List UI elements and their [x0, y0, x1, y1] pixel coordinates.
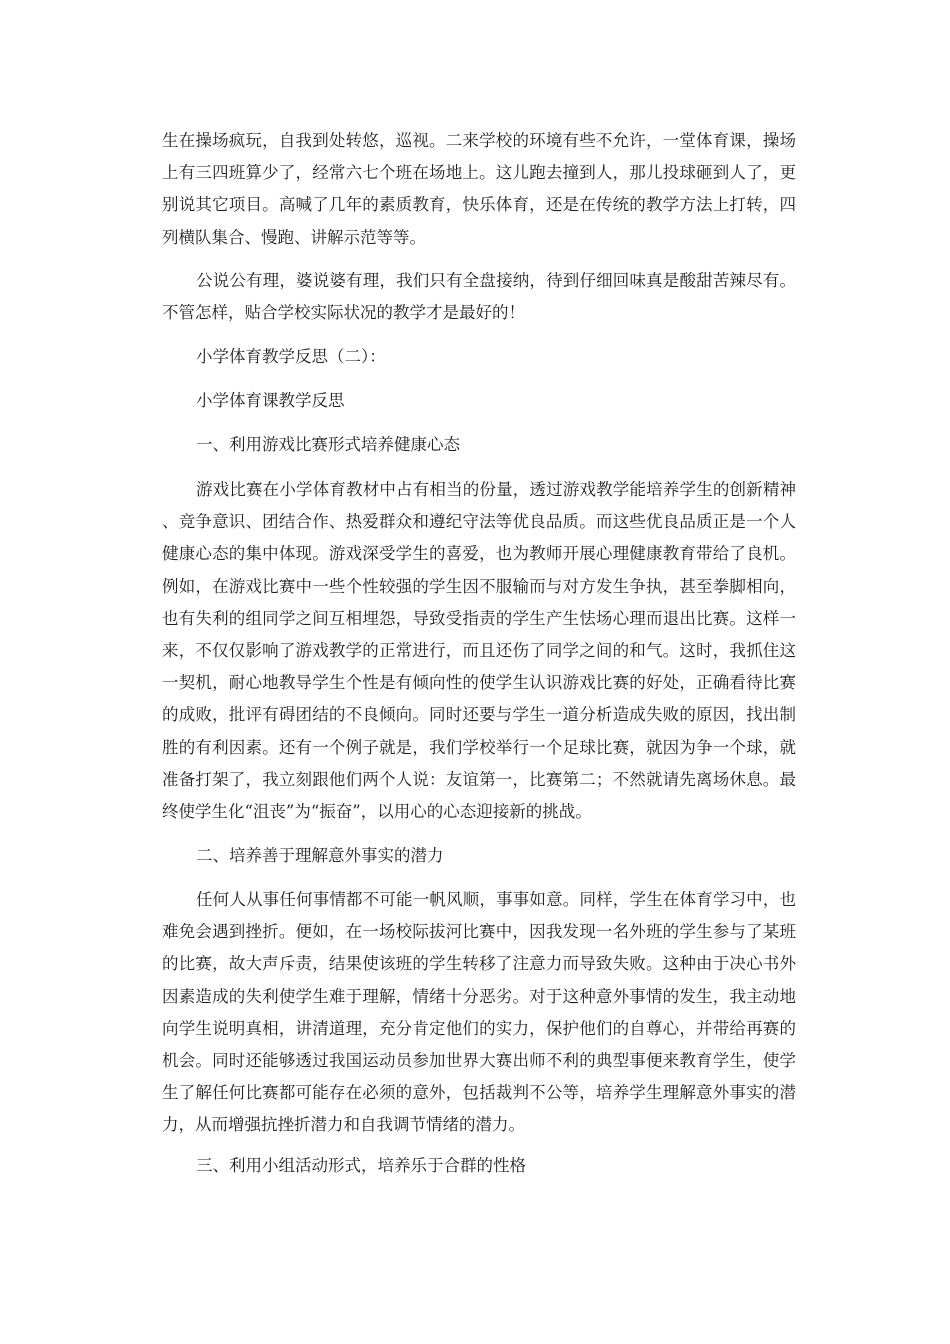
part-two-heading: 小学体育教学反思（二）：: [196, 347, 386, 366]
section-3-heading: 三、利用小组活动形式，培养乐于合群的性格: [196, 1156, 526, 1175]
section-1-heading: 一、利用游戏比赛形式培养健康心态: [196, 435, 460, 454]
section-1-paragraph: 游戏比赛在小学体育教材中占有相当的份量，透过游戏教学能培养学生的创新精神、竞争意识、团结合作、热爱群众和遵纪守法等优良品质。而这些优良品质正是一个人健康心态的集中体现。游戏深受学生的喜爱，也为教师开展心理健康教育带给了良机。例如，在游戏比赛中一些个性较强的学生因不服输而与对方发生争执，甚至拳脚相向，也有失利的组同学之间互相埋怨，导致受指责的学生产生怯场心理而退出比赛。这样一来，不仅仅影响了游戏教学的正常进行，而且还伤了同学之间的和气。这时，我抓住这一契机，耐心地教导学生个性是有倾向性的使学生认识游戏比赛的好处，正确看待比赛的成败，批评有碍团结的不良倾向。同时还要与学生一道分析造成失败的原因，找出制胜的有利因素。还有一个例子就是，我们学校举行一个足球比赛，就因为争一个球，就准备打架了，我立刻跟他们两个人说：友谊第一，比赛第二；不然就请先离场休息。最终使学生化“沮丧”为“振奋”，以用心的心态迎接新的挑战。: [162, 480, 796, 822]
paragraph-summary: 公说公有理，婆说婆有理，我们只有全盘接纳，待到仔细回味真是酸甜苦辣尽有。不管怎样，贴合学校实际状况的教学才是最好的！: [162, 271, 796, 323]
section-2-heading: 二、培养善于理解意外事实的潜力: [196, 846, 444, 865]
section-2-paragraph: 任何人从事任何事情都不可能一帆风顺，事事如意。同样，学生在体育学习中，也难免会遇到挫折。便如，在一场校际拔河比赛中，因我发现一名外班的学生参与了某班的比赛，故大声斥责，结果使该班的学生转移了注意力而导致失败。这种由于决心书外因素造成的失利使学生难于理解，情绪十分恶劣。对于这种意外事情的发生，我主动地向学生说明真相，讲清道理，充分肯定他们的实力，保护他们的自尊心，并带给再赛的机会。同时还能够透过我国运动员参加世界大赛出师不利的典型事便来教育学生，使学生了解任何比赛都可能存在必须的意外，包括裁判不公等，培养学生理解意外事实的潜力，从而增强抗挫折潜力和自我调节情绪的潜力。: [162, 890, 796, 1135]
article-title: 小学体育课教学反思: [196, 391, 345, 410]
paragraph-continued: 生在操场疯玩，自我到处转悠，巡视。二来学校的环境有些不允许，一堂体育课，操场上有三四班算少了，经常六七个班在场地上。这儿跑去撞到人，那儿投球砸到人了，更别说其它项目。高喊了几年的素质教育，快乐体育，还是在传统的教学方法上打转，四列横队集合、慢跑、讲解示范等等。: [162, 131, 796, 247]
